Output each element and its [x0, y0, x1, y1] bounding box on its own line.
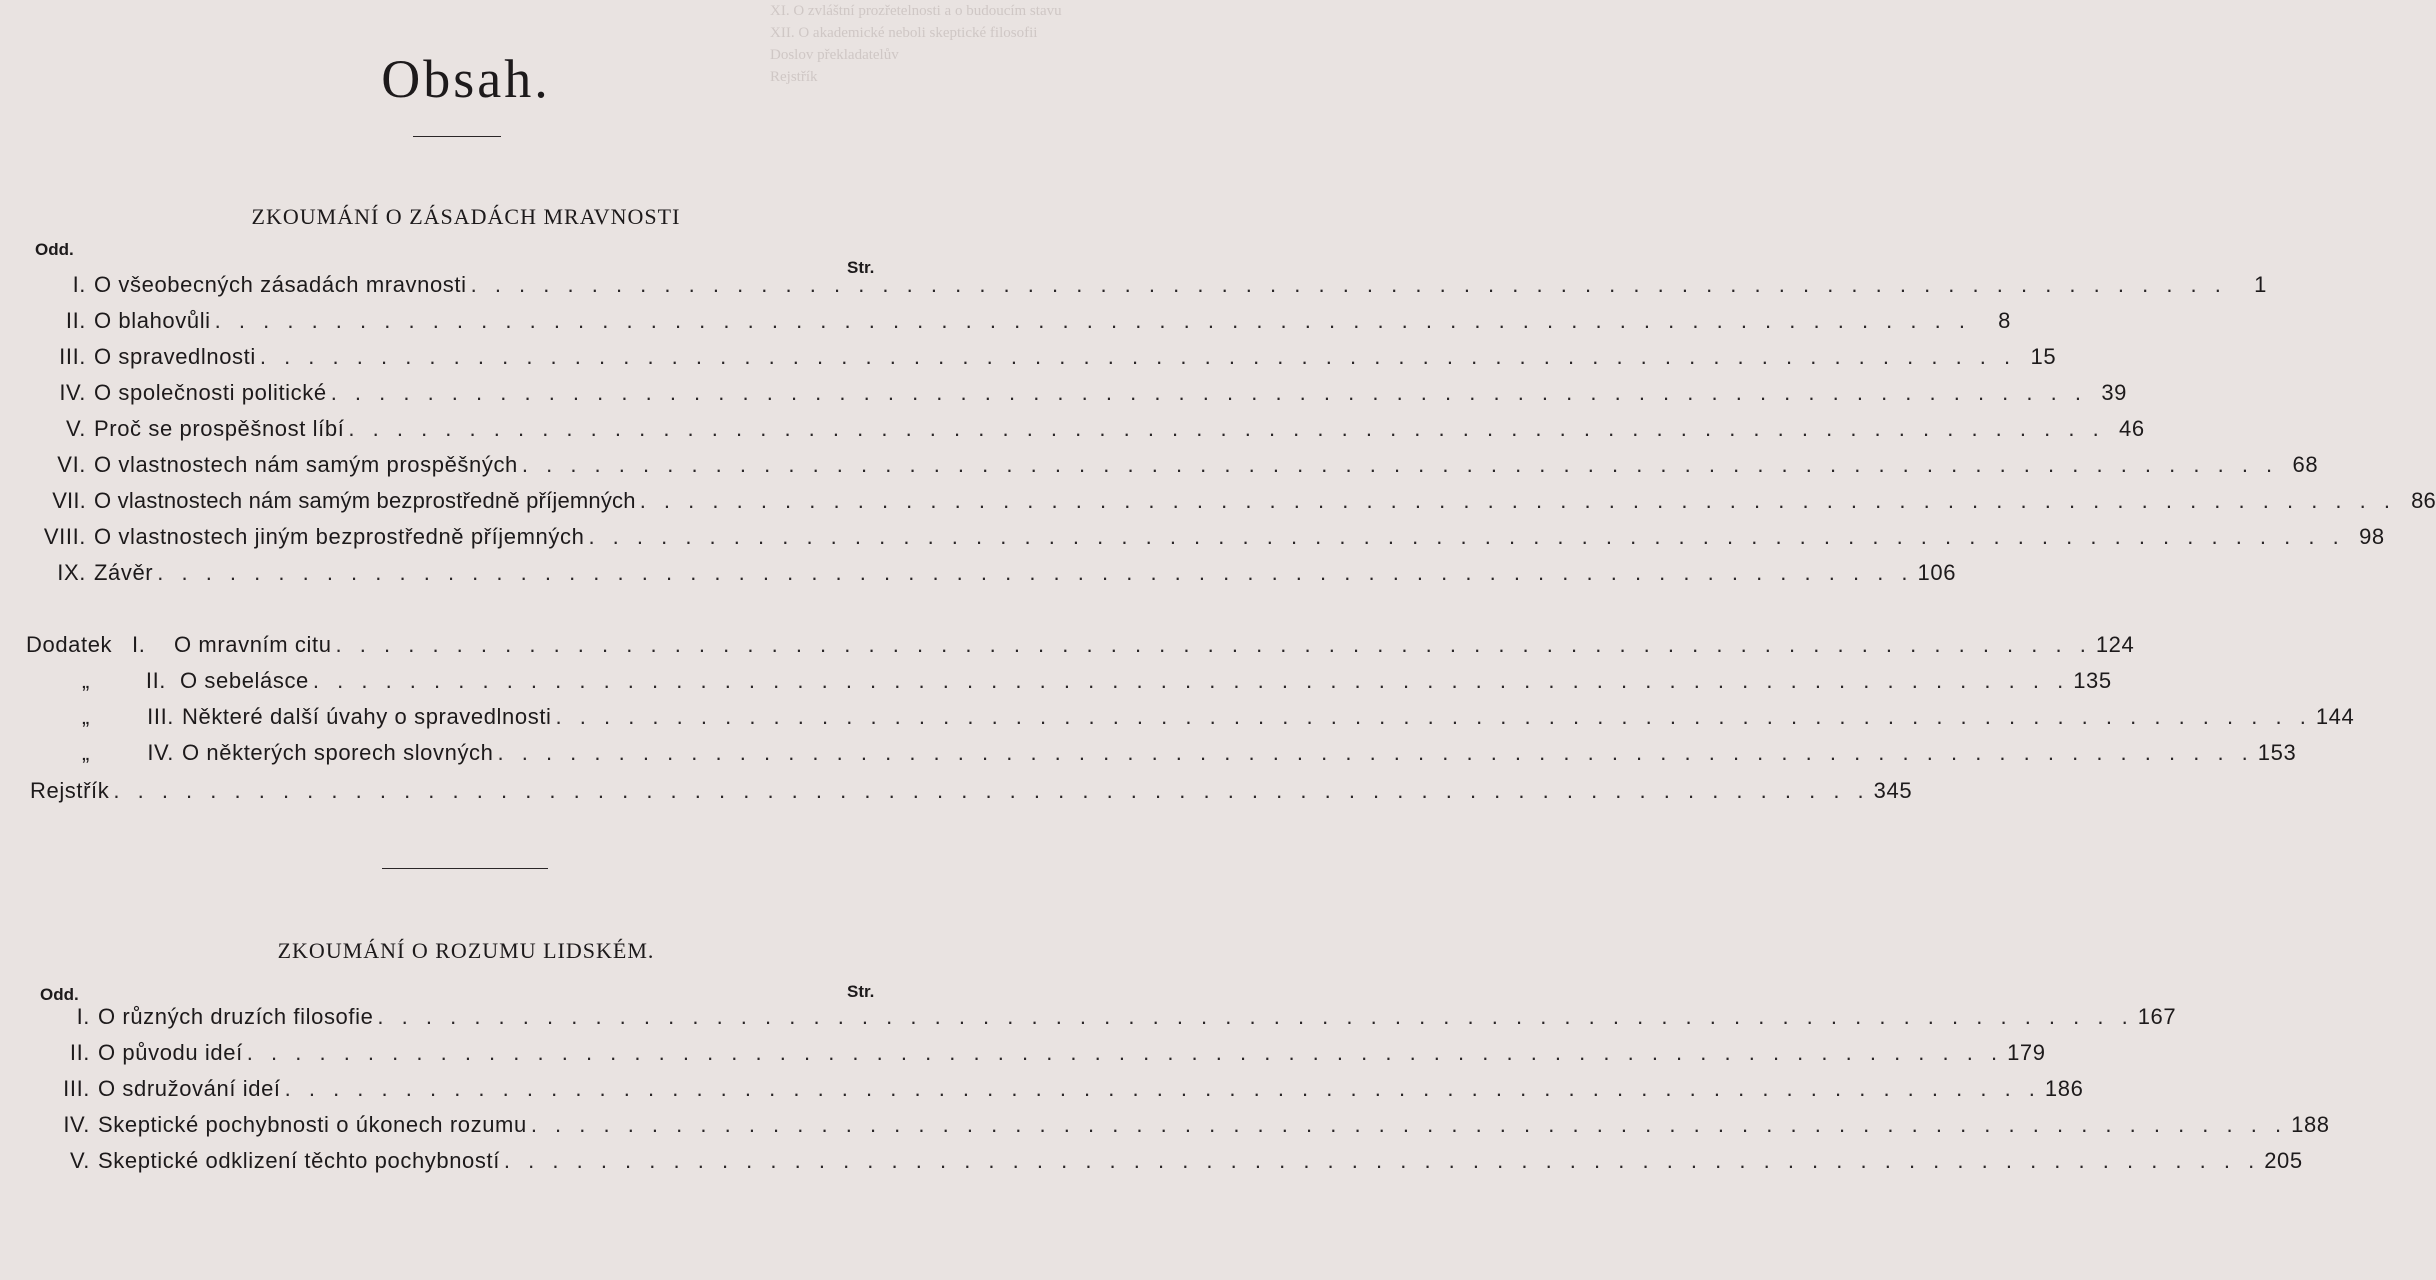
leader-dots — [556, 704, 2312, 730]
entry-title: O spravedlnosti — [94, 344, 256, 369]
toc-entry — [20, 560, 1957, 586]
entry-number: IX. — [57, 560, 86, 585]
leader-dots — [331, 380, 2087, 406]
toc-entry — [20, 308, 2011, 334]
entry-title: O společnosti politické — [94, 380, 327, 405]
toc-entry — [20, 452, 2319, 478]
leader-dots — [504, 1148, 2260, 1174]
entry-page: 345 — [1873, 778, 1913, 803]
section1-odd-label: Odd. — [35, 240, 74, 259]
entry-number: II. — [69, 1040, 90, 1065]
leader-dots — [247, 1040, 2003, 1066]
leader-dots — [377, 1004, 2133, 1030]
toc-entry — [30, 1004, 2177, 1030]
entry-page: 135 — [2073, 668, 2112, 693]
bleed-through-line: XI. O zvláštní prozřetelnosti a o budoucím stavu — [770, 3, 1062, 19]
entry-page: 144 — [2315, 704, 2355, 729]
entry-page: 124 — [2095, 632, 2135, 657]
toc-entry — [20, 524, 2385, 550]
leader-dots — [588, 524, 2344, 550]
entry-number: IV. — [59, 380, 86, 405]
entry-number: IV. — [147, 740, 174, 765]
leader-dots — [640, 488, 2396, 514]
entry-number: V. — [70, 1148, 90, 1173]
leader-dots — [336, 632, 2092, 658]
appendix-entry — [26, 704, 2355, 730]
entry-page: 179 — [2007, 1040, 2046, 1065]
entry-page: 98 — [2359, 524, 2385, 549]
entry-number: II. — [145, 668, 166, 693]
leader-dots — [348, 416, 2104, 442]
entry-page: 186 — [2044, 1076, 2084, 1101]
entry-title: O vlastnostech jiným bezprostředně příjemných — [94, 524, 585, 549]
section2-odd-label: Odd. — [40, 985, 79, 1004]
entry-title: O blahovůli — [94, 308, 211, 333]
leader-dots — [313, 668, 2069, 694]
title-rule — [413, 136, 501, 137]
entry-title: Proč se prospěšnost líbí — [94, 416, 345, 441]
toc-entry — [20, 488, 2436, 514]
entry-title: O původu ideí — [98, 1040, 243, 1065]
leader-dots — [522, 452, 2278, 478]
bleed-through-line: XII. O akademické neboli skeptické filosofii — [770, 25, 1038, 41]
appendix-prefix: „ — [82, 704, 90, 729]
entry-title: Skeptické pochybnosti o úkonech rozumu — [98, 1112, 527, 1137]
section1-str-label: Str. — [847, 258, 875, 277]
entry-title: O vlastnostech nám samým bezprostředně příjemných — [94, 488, 636, 513]
entry-number: VI. — [57, 452, 86, 477]
toc-entry — [20, 416, 2145, 442]
appendix-entry — [26, 632, 2135, 658]
entry-number: III. — [63, 1076, 90, 1101]
appendix-prefix: „ — [82, 668, 90, 693]
leader-dots — [157, 560, 1913, 586]
entry-page: 167 — [2137, 1004, 2177, 1029]
entry-number: VII. — [52, 488, 86, 513]
entry-number: V. — [66, 416, 86, 441]
page-title: Obsah. — [381, 49, 551, 109]
entry-page: 1 — [2254, 272, 2267, 297]
entry-title: O různých druzích filosofie — [98, 1004, 374, 1029]
entry-page: 39 — [2101, 380, 2127, 405]
entry-number: III. — [59, 344, 86, 369]
entry-page: 46 — [2119, 416, 2145, 441]
leader-dots — [260, 344, 2016, 370]
entry-title: O některých sporech slovných — [182, 740, 494, 765]
entry-page: 205 — [2264, 1148, 2303, 1173]
index-entry — [30, 778, 1913, 804]
appendix-entry — [26, 668, 2112, 694]
leader-dots — [113, 778, 1869, 804]
entry-page: 68 — [2292, 452, 2319, 477]
entry-title: O sdružování ideí — [98, 1076, 281, 1101]
entry-title: O sebelásce — [180, 668, 309, 693]
leader-dots — [471, 272, 2227, 298]
entry-number: IV. — [63, 1112, 90, 1137]
entry-title: Některé další úvahy o spravedlnosti — [182, 704, 552, 729]
leader-dots — [531, 1112, 2287, 1138]
entry-title: Závěr — [94, 560, 154, 585]
section2-str-label: Str. — [847, 982, 875, 1001]
entry-number: II. — [65, 308, 86, 333]
section2-heading: ZKOUMÁNÍ O ROZUMU LIDSKÉM. — [277, 938, 655, 963]
toc-entry — [30, 1148, 2303, 1174]
leader-dots — [215, 308, 1971, 334]
appendix-prefix: „ — [82, 740, 90, 765]
appendix-entry — [26, 740, 2297, 766]
entry-title: Rejstřík — [30, 778, 110, 803]
leader-dots — [498, 740, 2254, 766]
entry-page: 188 — [2291, 1112, 2330, 1137]
section-divider — [382, 868, 548, 869]
bleed-through-line: Doslov překladatelův — [770, 47, 899, 63]
entry-number: I. — [76, 1004, 90, 1029]
toc-entry — [30, 1076, 2084, 1102]
entry-number: I. — [72, 272, 86, 297]
appendix-prefix: Dodatek — [26, 632, 113, 657]
bleed-through-line: Rejstřík — [770, 69, 818, 85]
entry-number: III. — [147, 704, 174, 729]
toc-entry — [20, 344, 2057, 370]
section1-heading: ZKOUMÁNÍ O ZÁSADÁCH MRAVNOSTI — [251, 204, 681, 229]
entry-number: I. — [132, 632, 146, 657]
toc-entry — [20, 272, 2267, 298]
entry-page: 106 — [1917, 560, 1957, 585]
entry-title: Skeptické odklizení těchto pochybností — [98, 1148, 500, 1173]
entry-page: 153 — [2257, 740, 2297, 765]
entry-title: O vlastnostech nám samým prospěšných — [94, 452, 518, 477]
entry-number: VIII. — [43, 524, 86, 549]
toc-entry — [20, 380, 2127, 406]
entry-page: 8 — [1998, 308, 2011, 333]
toc-entry — [30, 1112, 2330, 1138]
entry-page: 86 — [2411, 488, 2436, 513]
entry-page: 15 — [2030, 344, 2057, 369]
entry-title: O mravním citu — [174, 632, 332, 657]
leader-dots — [285, 1076, 2041, 1102]
entry-title: O všeobecných zásadách mravnosti — [94, 272, 467, 297]
toc-entry — [30, 1040, 2046, 1066]
